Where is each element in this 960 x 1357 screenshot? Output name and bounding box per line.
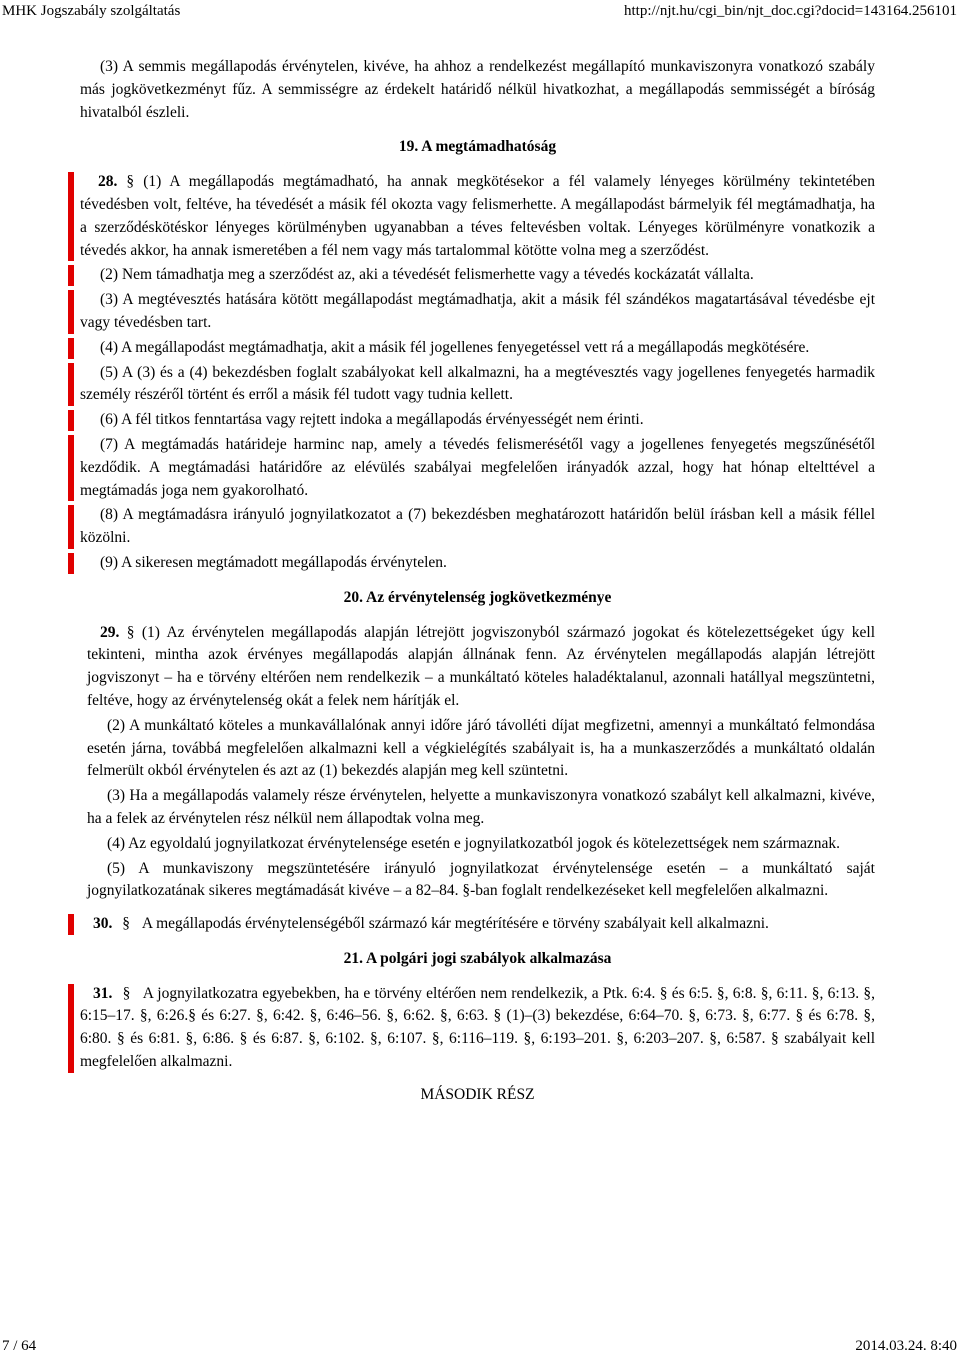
section-31-text: A jognyilatkozatra egyebekben, ha e törvény eltérően nem rendelkezik, a Ptk. 6:4. § és 6:5. §, 6:8. §, 6:11. §, 6:13. §, 6:15–17. §, 6:26.§ és 6:27. §, 6:42. §, 6:46–56. §, 6:62. §, 6:63. § (1)–(3) bekezdése, 6:64–70. §, 6:73. §, 6:77. § és 6:78. §, 6:80. § és 6:81. §, 6:86. § és 6:87. §, 6:102. §, 6:107. §, 6:116–119. §, 6:193–201. §, 6:203–207. §, 6:587. § szabályait kell megfelelően alkalmazni. — [80, 984, 876, 1071]
section-sign: § — [126, 623, 135, 641]
page-header — [0, 0, 960, 20]
header-url: http://njt.hu/cgi_bin/njt_doc.cgi?docid=143164.256101 — [623, 3, 957, 19]
header-source: MHK Jogszabály szolgáltatás — [2, 3, 181, 19]
section-29-para-4: (4) Az egyoldalú jognyilatkozat érvénytelensége esetén e jognyilatkozatból jogok és kötelezettségek nem származnak. — [107, 834, 840, 852]
section-28-para-5: (5) A (3) és a (4) bekezdésben foglalt szabályokat kell alkalmazni, ha a megtévesztés vagy jogellenes fenyegetés harmadik személy részéről történt és erről a másik fél tudott vagy tudnia kellett. — [80, 362, 875, 408]
section-30-number: 30. — [93, 915, 113, 933]
heading-20: 20. Az érvénytelenség jogkövetkezménye — [343, 588, 612, 606]
section-sign: § — [122, 984, 131, 1002]
section-28-para-4: (4) A megállapodást megtámadhatja, akit a másik fél jogellenes fenyegetéssel vett rá a megállapodás megkötésére. — [80, 337, 875, 360]
paragraph-intro-3: (3) A semmis megállapodás érvénytelen, kivéve, ha ahhoz a rendelkezést megállapító munkaviszonyra vonatkozó szabály más jogkövetkezményt fűz. A semmisségre az érdekelt határidő nélkül hivatkozhat, a megállapodás semmisségét a bíróság hivatalból észleli. — [80, 58, 875, 121]
document-body — [80, 56, 875, 1107]
heading-21: 21. A polgári jogi szabályok alkalmazása — [343, 949, 612, 967]
page-footer — [0, 1336, 960, 1356]
section-28-text-1: (1) A megállapodás megtámadható, ha annak megkötésekor a fél valamely lényeges körülmény tekintetében tévedésben volt, feltéve, ha tévedését a másik fél okozta vagy felismerhette. A megállapodást bármelyik fél megtámadhatja, ha a szerződéskötéskor lényeges körülményben ugyanabban a téves feltevésben voltak. Lényeges körülményre vonatkozik a tévedés akkor, ha annak ismeretében a fél nem vagy más tartalommal kötötte volna meg a szerződést. — [80, 173, 876, 259]
section-29 — [87, 622, 875, 904]
section-31-number: 31. — [93, 984, 113, 1002]
section-29-number: 29. — [100, 623, 120, 641]
page-number: 7 / 64 — [2, 1338, 37, 1354]
section-28-number: 28. — [98, 173, 118, 191]
section-29-text-1: (1) Az érvénytelen megállapodás alapján létrejött jogviszonyból származó jogokat és kötelezettségeket úgy kell tekinteni, mintha azok érvényes megállapodás alapján állnának fenn. Az érvénytelen megállapodás alapján létrejött jogviszonyt – ha e törvény eltérően nem rendelkezik – a munkáltató köteles haladéktalanul, azonnali hatállyal megszüntetni, feltéve, hogy az érvénytelenség okát a felek nem hárítják el. — [87, 623, 876, 709]
section-29-para-1 — [87, 622, 875, 713]
section-sign: § — [122, 915, 130, 933]
part-title: MÁSODIK RÉSZ — [420, 1085, 535, 1103]
section-28-para-3: (3) A megtévesztés hatására kötött megállapodást megtámadhatja, akit a másik fél szándékos magatartásával tévedésbe ejt vagy tévedésben tart. — [80, 289, 875, 335]
section-28-para-9: (9) A sikeresen megtámadott megállapodás érvénytelen. — [80, 552, 875, 575]
section-31 — [80, 983, 875, 1074]
section-28-para-1 — [80, 171, 875, 262]
heading-19: 19. A megtámadhatóság — [398, 138, 557, 156]
section-sign: § — [126, 173, 135, 191]
section-29-para-5: (5) A munkaviszony megszüntetésére irányuló jognyilatkozat érvénytelensége esetén – a munkáltató saját jognyilatkozatának sikeres megtámadását kivéve – a 82–84. §-ban foglalt rendelkezéseket kell megfelelően alkalmazni. — [87, 859, 875, 900]
section-30 — [80, 913, 875, 936]
print-datetime: 2014.03.24. 8:40 — [855, 1338, 957, 1354]
section-29-para-2: (2) A munkáltató köteles a munkavállalónak annyi időre járó távolléti díjat megfizetni, amennyi a munkáltató felmondása esetén járna, továbbá megfelelően alkalmazni kell a végkielégítés szabályait is, ha a munkaszerződés a munkáltató oldalán felmerült okból érvénytelen és azt az (1) bekezdés alapján meg kell szüntetni. — [87, 716, 875, 780]
section-28-para-2: (2) Nem támadhatja meg a szerződést az, aki a tévedését felismerhette vagy a tévedés kockázatát vállalta. — [80, 264, 875, 287]
section-29-para-3: (3) Ha a megállapodás valamely része érvénytelen, helyette a munkaviszonyra vonatkozó szabályt kell alkalmazni, kivéve, ha a felek az érvénytelen rész nélkül nem állapodtak volna meg. — [87, 787, 875, 827]
section-28-para-7: (7) A megtámadás határideje harminc nap, amely a tévedés felismerésétől vagy a jogellenes fenyegetés megszűnésétől kezdődik. A megtámadási határidőre az elévülés szabályai megfelelően irányadók azzal, hogy hat hónap eltelttével a megtámadás joga nem gyakorolható. — [80, 434, 875, 502]
section-30-text: A megállapodás érvénytelenségéből származó kár megtérítésére e törvény szabályait kell alkalmazni. — [141, 915, 769, 933]
section-28-para-6: (6) A fél titkos fenntartása vagy rejtett indoka a megállapodás érvényességét nem érinti. — [80, 409, 875, 432]
section-28-para-8: (8) A megtámadásra irányuló jognyilatkozatot a (7) bekezdésben meghatározott határidőn belül írásban kell a másik féllel közölni. — [80, 504, 875, 550]
